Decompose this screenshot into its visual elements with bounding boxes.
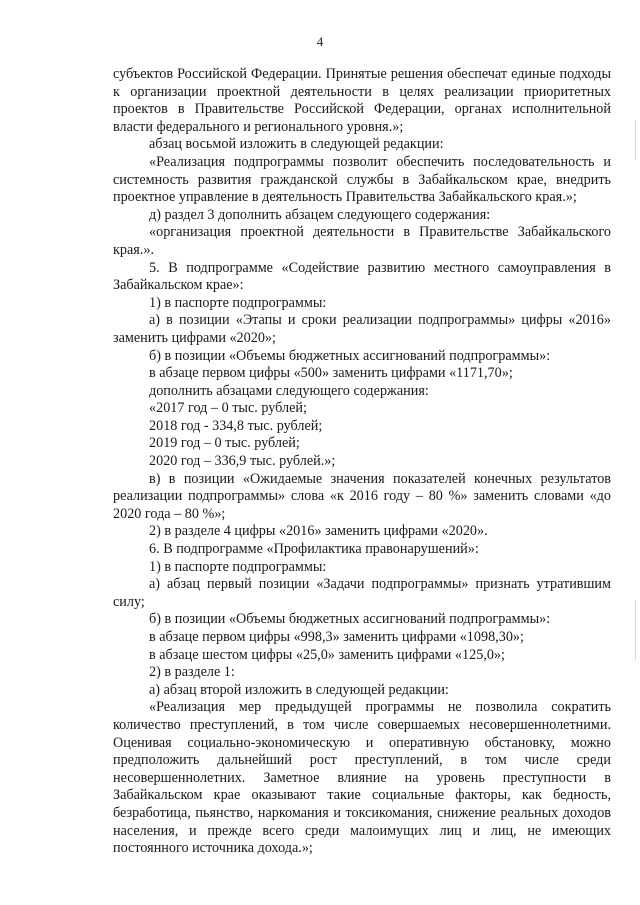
paragraph: в абзаце шестом цифры «25,0» заменить цифрами «125,0»; xyxy=(149,646,505,663)
paragraph: б) в позиции «Объемы бюджетных ассигнований подпрограммы»: xyxy=(149,611,551,628)
paragraph: а) абзац первый позиции «Задачи подпрограммы» признать утратившим силу; xyxy=(113,576,611,610)
document-body xyxy=(113,66,611,858)
paragraph: а) абзац второй изложить в следующей редакции: xyxy=(149,681,449,698)
paragraph: дополнить абзацами следующего содержания: xyxy=(149,382,429,399)
paragraph: 1) в паспорте подпрограммы: xyxy=(149,294,327,311)
paragraph: «2017 год – 0 тыс. рублей; xyxy=(149,400,307,417)
paragraph: в) в позиции «Ожидаемые значения показателей конечных результатов реализации подпрограммы» слова «к 2016 году – 80 %» заменить словами «до 2020 года – 80 %»; xyxy=(113,470,611,522)
paragraph: субъектов Российской Федерации. Принятые решения обеспечат единые подходы к организации проектной деятельности в целях реализации приоритетных проектов в Правительстве Российской Федерации, органах исполнительной власти федерального и регионального уровня.»; xyxy=(113,66,611,135)
scan-edge-mark xyxy=(635,120,636,160)
paragraph: «организация проектной деятельности в Правительстве Забайкальского края.». xyxy=(113,224,611,258)
paragraph: 6. В подпрограмме «Профилактика правонарушений»: xyxy=(149,541,479,558)
paragraph: а) в позиции «Этапы и сроки реализации подпрограммы» цифры «2016» заменить цифрами «2020»; xyxy=(113,312,611,346)
paragraph: 2018 год - 334,8 тыс. рублей; xyxy=(149,417,323,434)
paragraph: в абзаце первом цифры «500» заменить цифрами «1171,70»; xyxy=(149,365,513,382)
paragraph: «Реализация подпрограммы позволит обеспечить последовательность и системность развития гражданской службы в Забайкальском крае, внедрить проектное управление в деятельность Правительства Забайкальского края.»; xyxy=(113,153,611,206)
page-number: 4 xyxy=(316,34,324,49)
paragraph: 1) в паспорте подпрограммы: xyxy=(149,558,327,575)
scan-edge-mark xyxy=(635,600,636,660)
paragraph: 2019 год – 0 тыс. рублей; xyxy=(149,435,300,452)
paragraph: б) в позиции «Объемы бюджетных ассигнований подпрограммы»: xyxy=(149,347,551,364)
paragraph: 5. В подпрограмме «Содействие развитию местного самоуправления в Забайкальском крае»: xyxy=(113,259,611,294)
paragraph: в абзаце первом цифры «998,3» заменить цифрами «1098,30»; xyxy=(149,629,524,645)
paragraph: 2020 год – 336,9 тыс. рублей.»; xyxy=(149,453,336,470)
paragraph: абзац восьмой изложить в следующей редакции: xyxy=(149,136,444,153)
paragraph: 2) в разделе 4 цифры «2016» заменить цифрами «2020». xyxy=(149,523,488,540)
paragraph: «Реализация мер предыдущей программы не позволила сократить количество преступлений, в том числе совершаемых несовершеннолетними. Оценивая социально-экономическую и оперативную обстановку, можно предположить дальнейший рост преступлений, в том числе среди несовершеннолетних. Заметное влияние на уровень преступности в Забайкальском крае оказывают такие социальные факторы, как бедность, безработица, пьянство, наркомания и токсикомания, снижение реальных доходов населения, и прежде всего среди малоимущих лиц и лиц, не имеющих постоянного источника дохода.»; xyxy=(113,699,611,857)
paragraph: д) раздел 3 дополнить абзацем следующего содержания: xyxy=(149,206,491,223)
paragraph: 2) в разделе 1: xyxy=(149,664,235,681)
